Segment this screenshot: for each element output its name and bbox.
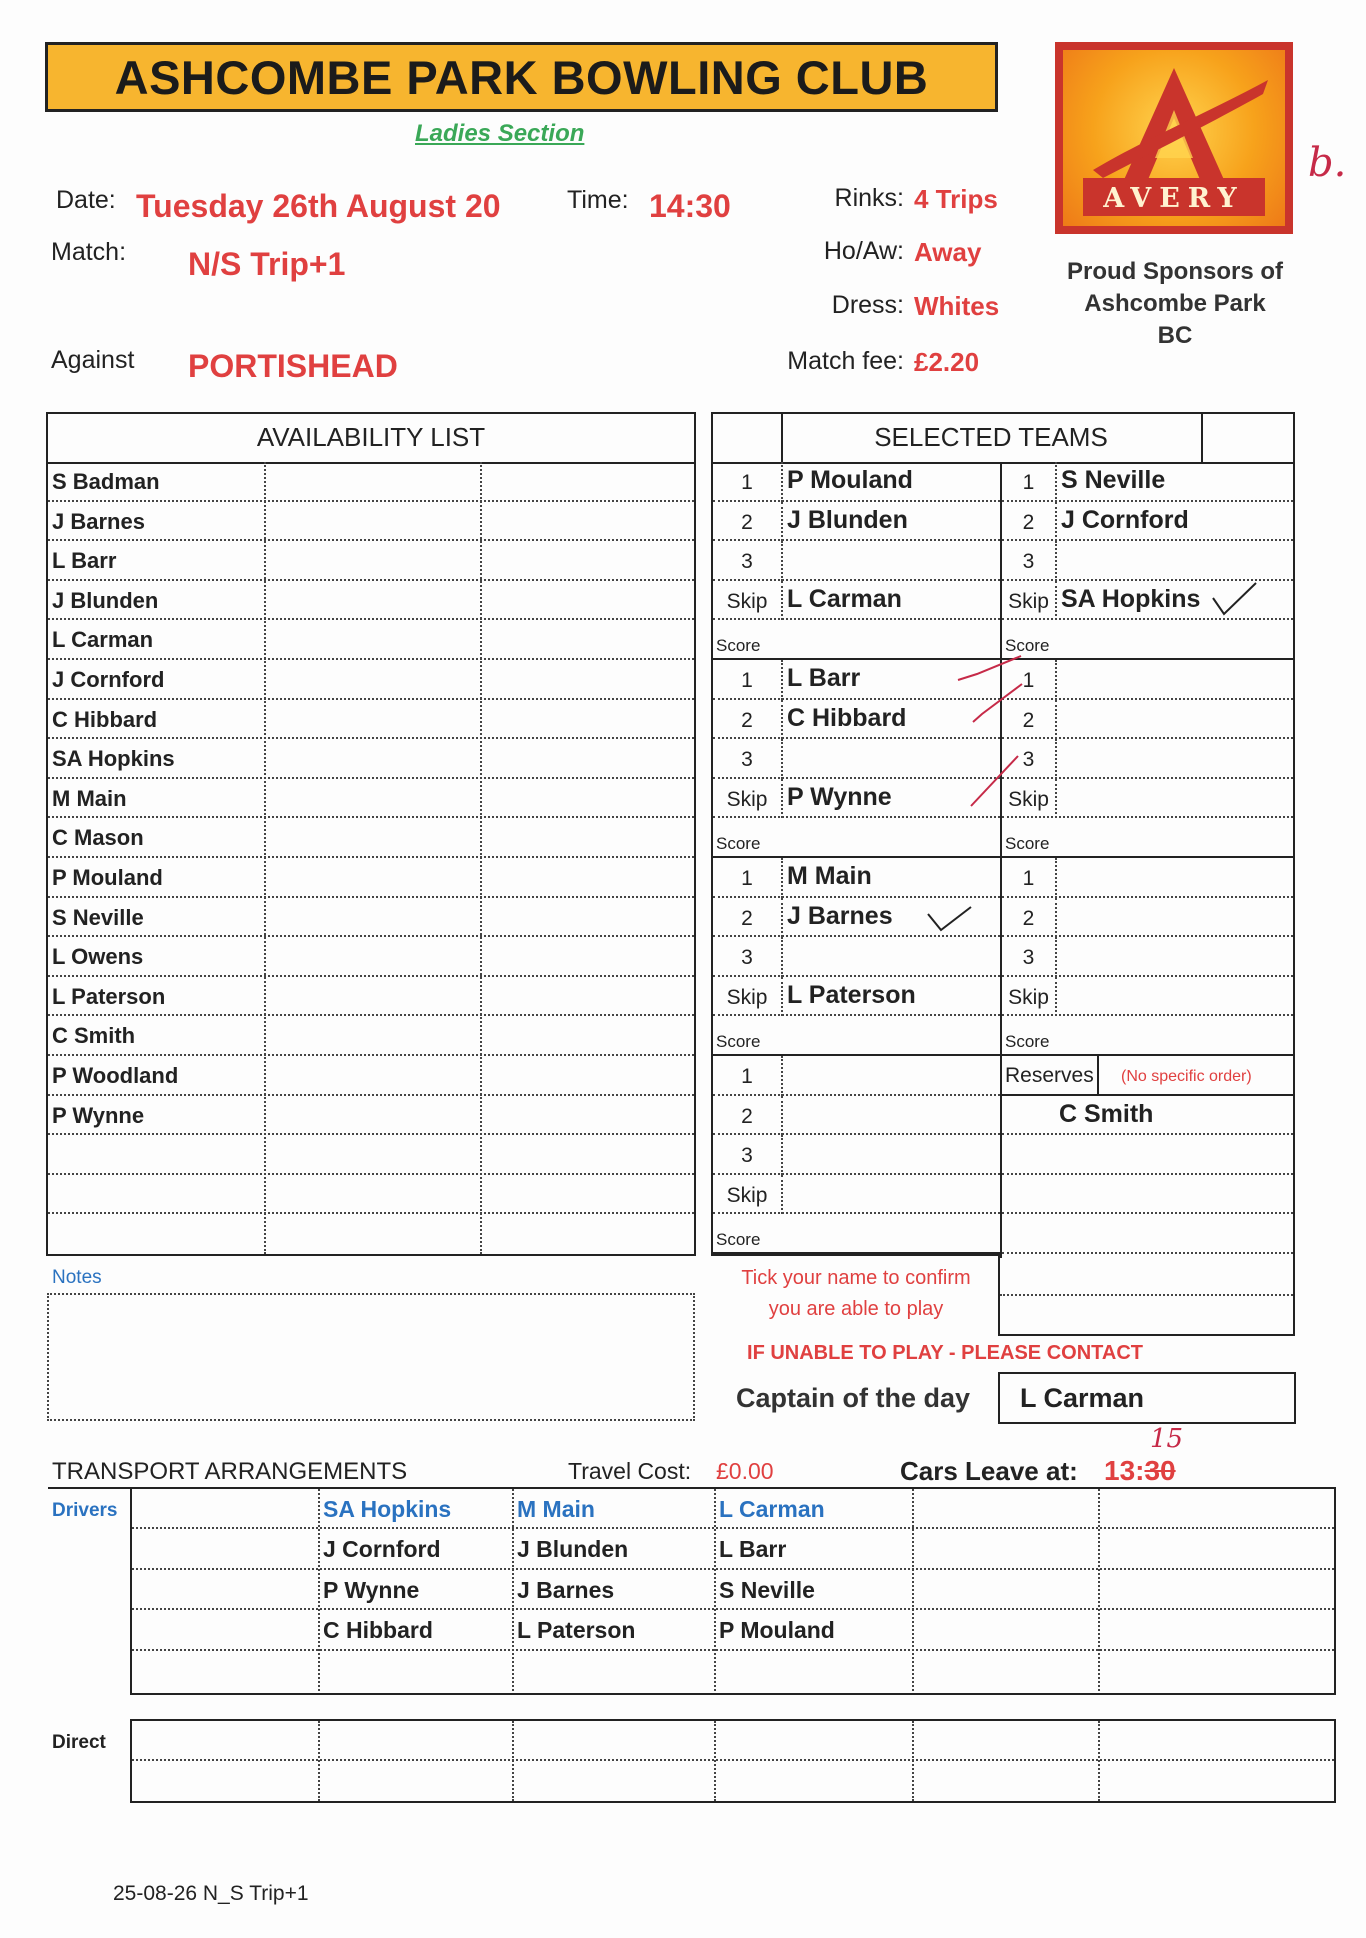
club-title-banner: ASHCOMBE PARK BOWLING CLUB — [45, 42, 998, 112]
availability-name: C Mason — [52, 825, 144, 851]
team-col-divider — [781, 779, 783, 819]
player-name: L Barr — [787, 664, 861, 692]
team-col-divider — [1055, 779, 1057, 819]
instruction-tick-line2: you are able to play — [768, 1298, 944, 1320]
selected-teams-table — [711, 412, 1295, 1256]
rinks-value: 4 Trips — [914, 184, 998, 214]
reserves-extra-row — [1000, 1256, 1293, 1296]
direct-table — [130, 1719, 1336, 1803]
team-col-divider — [1055, 462, 1057, 502]
team-col-divider — [1055, 660, 1057, 700]
travel-cost-label: Travel Cost: — [568, 1458, 692, 1484]
availability-name: SA Hopkins — [52, 746, 175, 772]
team-col-divider — [1055, 937, 1057, 977]
team-col-divider — [781, 700, 783, 740]
logo-word: AVERY — [1103, 183, 1245, 214]
team-col-divider — [1055, 898, 1057, 938]
position-label: 2 — [1022, 708, 1035, 732]
team-col-divider — [781, 1096, 783, 1136]
availability-row — [48, 1214, 694, 1254]
team-col-divider — [781, 858, 783, 898]
availability-name: J Barnes — [52, 508, 145, 534]
availability-row — [48, 620, 694, 660]
drivers-table — [130, 1489, 1336, 1695]
player-name: M Main — [787, 862, 872, 890]
sponsor-line-1: Proud Sponsors of — [1067, 258, 1283, 285]
position-label: 1 — [741, 1065, 753, 1088]
handwritten-mark: b. — [1308, 140, 1347, 186]
team-col-divider — [781, 1175, 783, 1215]
availability-row — [48, 739, 694, 779]
dress-value: Whites — [914, 291, 1000, 321]
passenger-name: L Barr — [719, 1536, 787, 1563]
selected-bottom-edge — [711, 1254, 1000, 1256]
section-title: Ladies Section — [415, 120, 585, 147]
file-reference: 25-08-26 N_S Trip+1 — [113, 1882, 309, 1905]
team-col-divider — [781, 581, 783, 621]
availability-table — [46, 412, 696, 1256]
cars-leave-value: 13:30 — [1104, 1455, 1176, 1486]
player-name: J Cornford — [1061, 505, 1189, 534]
availability-name: S Neville — [52, 904, 144, 930]
availability-name: M Main — [52, 785, 127, 811]
position-label: Skip — [726, 985, 768, 1009]
against-value: PORTISHEAD — [188, 348, 398, 384]
availability-row — [48, 660, 694, 700]
notes-box[interactable] — [47, 1293, 695, 1421]
availability-name: L Paterson — [52, 983, 166, 1009]
player-name: P Wynne — [787, 782, 892, 811]
team-col-divider — [1055, 739, 1057, 779]
match-label: Match: — [51, 238, 127, 266]
player-name: J Barnes — [787, 901, 893, 930]
cars-leave-handwritten: 15 — [1150, 1424, 1184, 1454]
instruction-tick-line1: Tick your name to confirm — [741, 1267, 971, 1289]
position-label: 2 — [1022, 906, 1035, 930]
notes-label: Notes — [52, 1267, 102, 1288]
availability-row — [48, 1016, 694, 1056]
position-label: 3 — [1022, 946, 1035, 970]
sponsor-line-2: Ashcombe Park — [1084, 290, 1266, 317]
passenger-name: J Blunden — [517, 1536, 629, 1563]
passenger-name: P Mouland — [719, 1617, 835, 1644]
availability-row — [48, 581, 694, 621]
instruction-contact: IF UNABLE TO PLAY - PLEASE CONTACT — [747, 1342, 1143, 1364]
position-label: 2 — [741, 708, 753, 732]
sponsor-text — [1045, 256, 1305, 352]
availability-row — [48, 858, 694, 898]
availability-row — [48, 1056, 694, 1096]
availability-name: C Hibbard — [52, 706, 158, 732]
passenger-name: J Barnes — [517, 1576, 615, 1603]
tick-mark-hibbard-icon — [970, 680, 1030, 730]
position-label: Skip — [1008, 589, 1049, 613]
hoaw-value: Away — [914, 237, 982, 267]
direct-label: Direct — [52, 1732, 106, 1753]
player-name: S Neville — [1061, 466, 1166, 494]
team-col-divider — [781, 462, 783, 502]
reserves-row — [1002, 1135, 1293, 1175]
position-label: 2 — [741, 1104, 753, 1128]
passenger-name: P Wynne — [323, 1576, 420, 1603]
availability-name: S Badman — [52, 469, 160, 494]
captain-value: L Carman — [998, 1372, 1296, 1424]
availability-name: J Cornford — [52, 667, 165, 692]
team-col-divider — [781, 1056, 783, 1096]
driver-name: L Carman — [719, 1496, 825, 1522]
availability-row — [48, 462, 694, 502]
position-label: 1 — [1022, 669, 1035, 692]
time-label: Time: — [567, 186, 629, 214]
team-col-divider — [1055, 581, 1057, 621]
availability-title: AVAILABILITY LIST — [256, 422, 486, 452]
match-value: N/S Trip+1 — [188, 246, 346, 282]
player-name: J Blunden — [787, 505, 908, 534]
position-label: Skip — [726, 589, 768, 613]
position-label: Skip — [1008, 787, 1049, 811]
fee-value: £2.20 — [914, 347, 980, 377]
position-label: 3 — [741, 946, 753, 970]
availability-row — [48, 937, 694, 977]
team-col-divider — [1055, 541, 1057, 581]
availability-row — [48, 818, 694, 858]
score-label: Score — [1005, 834, 1050, 854]
availability-row — [48, 1135, 694, 1175]
position-label: 1 — [1022, 471, 1035, 494]
team-col-divider — [781, 937, 783, 977]
team-col-divider — [781, 739, 783, 779]
position-label: 1 — [741, 471, 753, 494]
position-label: 2 — [741, 510, 753, 534]
availability-name: L Barr — [52, 548, 117, 574]
reserves-note: (No specific order) — [1121, 1068, 1252, 1085]
date-value: Tuesday 26th August 20 — [136, 188, 501, 224]
position-label: 1 — [741, 867, 753, 890]
reserve-name: C Smith — [1059, 1099, 1154, 1128]
sponsor-line-3: BC — [1157, 322, 1193, 349]
drivers-label: Drivers — [52, 1500, 118, 1521]
player-name: C Hibbard — [787, 703, 907, 732]
direct-row — [132, 1721, 1334, 1761]
score-label: Score — [716, 1032, 761, 1052]
position-label: 3 — [741, 748, 753, 772]
player-name: SA Hopkins — [1061, 584, 1201, 613]
score-label: Score — [1005, 636, 1050, 656]
reserves-row — [1002, 1214, 1293, 1254]
availability-row — [48, 502, 694, 542]
hoaw-label: Ho/Aw: — [823, 237, 904, 265]
position-label: 3 — [1022, 550, 1035, 574]
team-col-divider — [781, 541, 783, 581]
reserves-divider — [1097, 1056, 1099, 1096]
availability-name: J Blunden — [52, 587, 159, 613]
position-label: 1 — [1022, 867, 1035, 890]
position-label: Skip — [726, 1183, 768, 1207]
player-name: L Carman — [787, 584, 902, 613]
availability-name: L Owens — [52, 944, 144, 970]
position-label: 2 — [741, 906, 753, 930]
fee-label: Match fee: — [787, 347, 904, 375]
reserves-extension — [998, 1256, 1295, 1336]
time-value: 14:30 — [649, 188, 731, 224]
reserves-row — [1002, 1175, 1293, 1215]
captain-label: Captain of the day — [736, 1383, 971, 1413]
position-label: Skip — [1008, 985, 1049, 1009]
position-label: 3 — [1022, 748, 1035, 772]
tick-mark-wynne-icon — [968, 752, 1028, 812]
avery-logo — [1055, 42, 1293, 234]
position-label: 3 — [741, 550, 753, 574]
driver-name: M Main — [517, 1496, 595, 1522]
team-col-divider — [781, 977, 783, 1017]
availability-row — [48, 977, 694, 1017]
availability-name: P Mouland — [52, 865, 163, 890]
team-col-divider — [1055, 502, 1057, 542]
availability-row — [48, 541, 694, 581]
position-label: 1 — [741, 669, 753, 692]
dress-label: Dress: — [831, 291, 904, 319]
transport-label: TRANSPORT ARRANGEMENTS — [52, 1458, 408, 1485]
position-label: Skip — [726, 787, 768, 811]
date-label: Date: — [56, 186, 116, 214]
reserves-label: Reserves — [1005, 1064, 1094, 1087]
passenger-name: J Cornford — [323, 1536, 441, 1563]
team-col-divider — [781, 502, 783, 542]
player-name: L Paterson — [787, 980, 916, 1009]
availability-name: L Carman — [52, 627, 154, 653]
availability-row — [48, 700, 694, 740]
position-label: 2 — [1022, 510, 1035, 534]
team-col-divider — [781, 1135, 783, 1175]
selected-header-divider-right — [1201, 414, 1203, 462]
score-label: Score — [716, 1230, 761, 1250]
selected-title: SELECTED TEAMS — [874, 422, 1108, 452]
passenger-name: C Hibbard — [323, 1617, 433, 1644]
availability-row — [48, 898, 694, 938]
travel-cost-value: £0.00 — [716, 1458, 774, 1484]
position-label: 3 — [741, 1144, 753, 1168]
rinks-label: Rinks: — [834, 184, 904, 212]
availability-row — [48, 1096, 694, 1136]
team-col-divider — [1055, 700, 1057, 740]
tick-mark-barnes-icon — [925, 904, 975, 938]
availability-name: P Wynne — [52, 1102, 145, 1128]
cars-leave-label: Cars Leave at: — [900, 1456, 1078, 1486]
team-col-divider — [781, 660, 783, 700]
tick-mark-hopkins-icon — [1210, 580, 1260, 620]
score-label: Score — [1005, 1032, 1050, 1052]
driver-name: SA Hopkins — [323, 1496, 452, 1522]
team-col-divider — [1055, 858, 1057, 898]
player-name: P Mouland — [787, 466, 913, 494]
score-label: Score — [716, 834, 761, 854]
availability-row — [48, 1175, 694, 1215]
availability-name: P Woodland — [52, 1063, 179, 1088]
team-col-divider — [781, 898, 783, 938]
passenger-name: S Neville — [719, 1576, 815, 1603]
availability-row — [48, 779, 694, 819]
team-col-divider — [1055, 977, 1057, 1017]
score-label: Score — [716, 636, 761, 656]
passenger-name: L Paterson — [517, 1617, 636, 1644]
availability-name: C Smith — [52, 1023, 136, 1049]
against-label: Against — [51, 346, 135, 374]
